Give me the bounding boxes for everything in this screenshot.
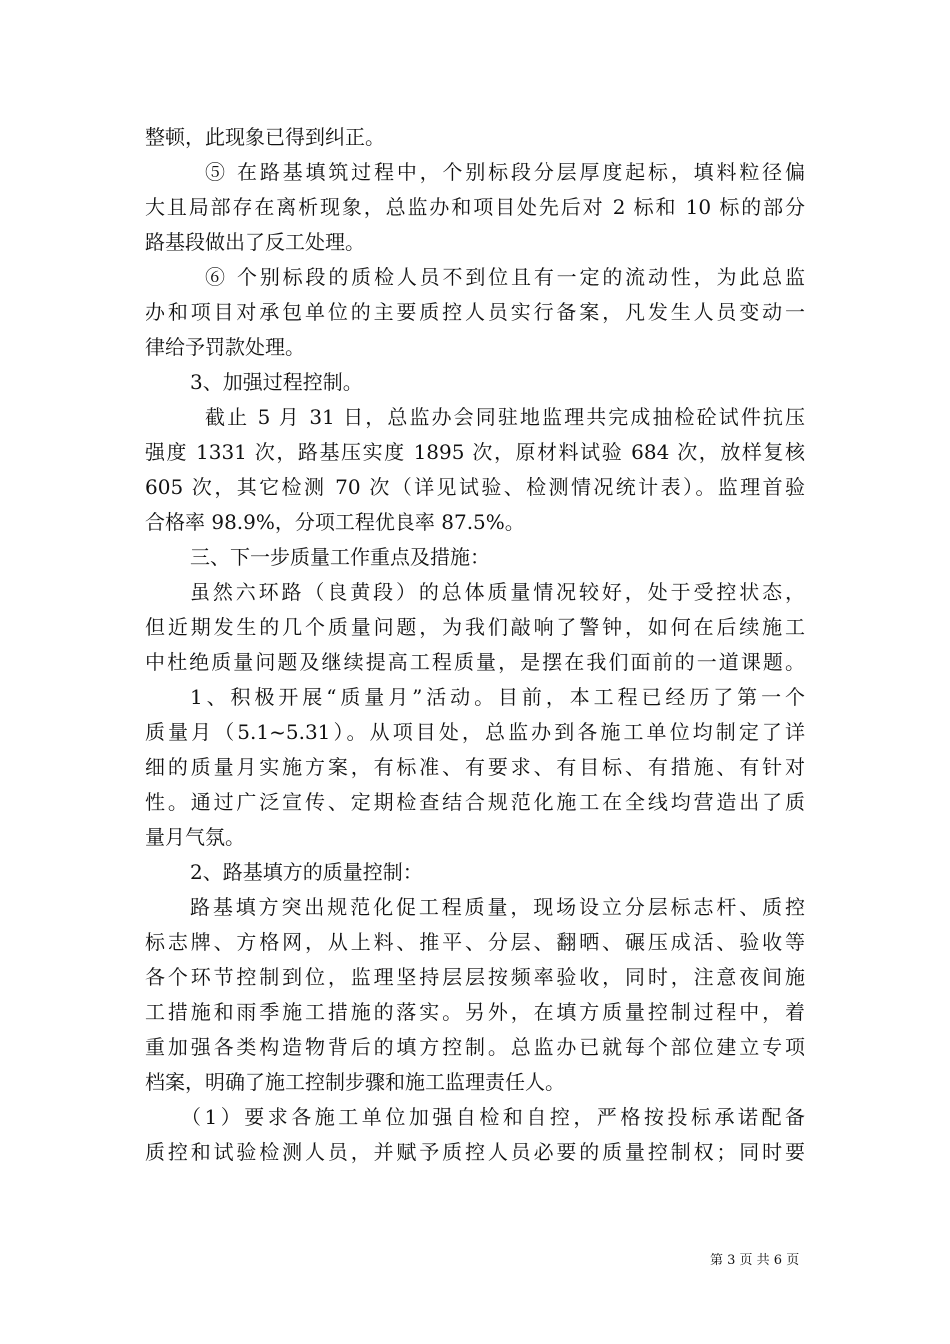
text-line: 大且局部存在离析现象，总监办和项目处先后对 2 标和 10 标的部分 (145, 195, 805, 219)
text-line: 路基段做出了反工处理。 (145, 230, 365, 254)
text-line: 细的质量月实施方案，有标准、有要求、有目标、有措施、有针对 (145, 755, 805, 779)
text-line: 工措施和雨季施工措施的落实。另外，在填方质量控制过程中，着 (145, 1000, 805, 1024)
text-line: 质控和试验检测人员，并赋予质控人员必要的质量控制权；同时要 (145, 1140, 805, 1164)
text-line: 1、积极开展“质量月”活动。目前，本工程已经历了第一个 (190, 685, 805, 709)
text-line: 截止 5 月 31 日，总监办会同驻地监理共完成抽检砼试件抗压 (205, 405, 805, 429)
text-line: ⑤ 在路基填筑过程中，个别标段分层厚度起标，填料粒径偏 (205, 160, 805, 184)
text-line: 强度 1331 次，路基压实度 1895 次，原材料试验 684 次，放样复核 (145, 440, 805, 464)
text-line: 重加强各类构造物背后的填方控制。总监办已就每个部位建立专项 (145, 1035, 805, 1059)
text-line: 三、下一步质量工作重点及措施： (190, 545, 490, 569)
text-line: 档案，明确了施工控制步骤和施工监理责任人。 (145, 1070, 565, 1094)
text-line: 办和项目对承包单位的主要质控人员实行备案，凡发生人员变动一 (145, 300, 805, 324)
text-line: 整顿，此现象已得到纠正。 (145, 125, 385, 149)
text-line: 质量月（5.1~5.31）。从项目处，总监办到各施工单位均制定了详 (145, 720, 805, 744)
text-line: 各个环节控制到位，监理坚持层层按频率验收，同时，注意夜间施 (145, 965, 805, 989)
text-line: 律给予罚款处理。 (145, 335, 305, 359)
text-line: 量月气氛。 (145, 825, 245, 849)
text-line: 虽然六环路（良黄段）的总体质量情况较好，处于受控状态， (190, 580, 805, 604)
text-line: 2、路基填方的质量控制： (190, 860, 423, 884)
text-line: 性。通过广泛宣传、定期检查结合规范化施工在全线均营造出了质 (145, 790, 805, 814)
text-line: 合格率 98.9%，分项工程优良率 87.5%。 (145, 510, 525, 534)
text-line: ⑥ 个别标段的质检人员不到位且有一定的流动性，为此总监 (205, 265, 805, 289)
text-line: 但近期发生的几个质量问题，为我们敲响了警钟，如何在后续施工 (145, 615, 805, 639)
text-line: 3、加强过程控制。 (190, 370, 363, 394)
text-line: 605 次，其它检测 70 次（详见试验、检测情况统计表）。监理首验 (145, 475, 805, 499)
text-line: 路基填方突出规范化促工程质量，现场设立分层标志杆、质控 (190, 895, 805, 919)
body-text (145, 120, 805, 1170)
page-number-footer: 第 3 页 共 6 页 (710, 1253, 800, 1268)
text-line: （1）要求各施工单位加强自检和自控，严格按投标承诺配备 (181, 1105, 805, 1129)
text-line: 标志牌、方格网，从上料、推平、分层、翻晒、碾压成活、验收等 (145, 930, 805, 954)
text-line: 中杜绝质量问题及继续提高工程质量，是摆在我们面前的一道课题。 (145, 650, 805, 674)
